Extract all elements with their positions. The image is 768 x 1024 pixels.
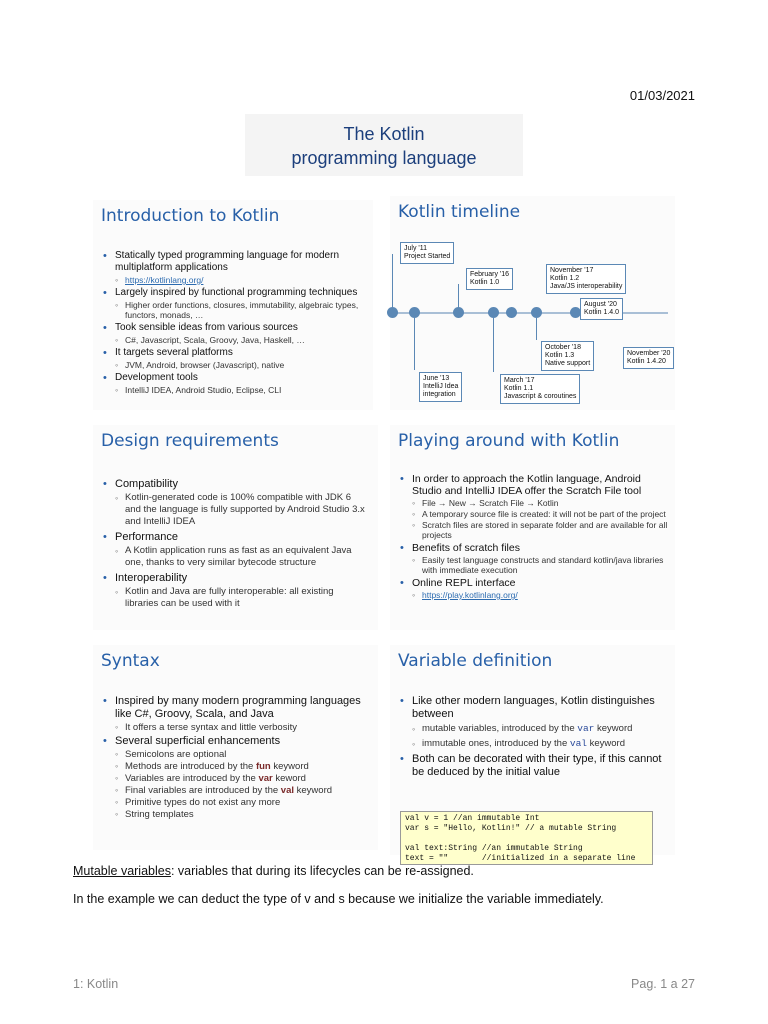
timeline-event: October '18 Kotlin 1.3 Native support [541,341,594,371]
sub-bullet: ◦ immutable ones, introduced by the val keyword [400,737,665,751]
slide-title: Syntax [101,651,160,671]
timeline-event: February '16 Kotlin 1.0 [466,268,513,290]
sub-bullet: ◦ C#, Javascript, Scala, Groovy, Java, Haskell, … [103,335,365,345]
sub-bullet: ◦ Primitive types do not exist any more [103,797,368,808]
timeline-connector [414,318,415,370]
timeline-dot [531,307,542,318]
timeline-dot [409,307,420,318]
bullet: • Compatibility [103,477,368,491]
term-mutable-variables: Mutable variables [73,864,171,878]
bullet: • Interoperability [103,571,368,585]
sub-bullet: ◦ IntelliJ IDEA, Android Studio, Eclipse, CLI [103,385,365,395]
title-line-2: programming language [291,148,477,168]
timeline-event: March '17 Kotlin 1.1 Javascript & coroutines [500,374,580,404]
play-kotlinlang-link[interactable]: https://play.kotlinlang.org/ [422,590,518,600]
sub-bullet: ◦ Variables are introduced by the var keword [103,773,368,784]
footer-page-number: Pag. 1 a 27 [631,977,695,991]
sub-bullet: ◦ Final variables are introduced by the val keyword [103,785,368,796]
sub-bullet: ◦ Kotlin-generated code is 100% compatible with JDK 6 and the language is fully supported by Android Studio 3.x and IntelliJ IDEA [103,492,368,528]
bullet: • Statically typed programming language for modern multiplatform applications [103,250,365,274]
slide-playing [390,425,675,630]
timeline-event: July '11 Project Started [400,242,454,264]
footer-chapter: 1: Kotlin [73,977,119,991]
timeline-connector [392,254,393,309]
timeline-event: November '17 Kotlin 1.2 Java/JS interoperability [546,264,626,294]
bullet: • Performance [103,530,368,544]
slide-title: Variable definition [398,651,553,671]
paragraph-deduction: In the example we can deduct the type of v and s because we initialize the variable immediately. [73,892,604,906]
sub-bullet: ◦ It offers a terse syntax and little verbosity [103,722,368,733]
sub-bullet [103,275,365,285]
sub-bullet: ◦ Semicolons are optional [103,749,368,760]
timeline-axis [390,312,668,314]
bullet: • Several superficial enhancements [103,735,368,748]
timeline-connector [536,318,537,340]
sub-bullet: ◦ mutable variables, introduced by the var keyword [400,722,665,736]
code-sample: val v = 1 //an immutable Int var s = "Hello, Kotlin!" // a mutable String val text:String //an immutable String text = "" //initialized in a separate line [400,811,653,865]
bullet: • Development tools [103,372,365,384]
timeline-event: August '20 Kotlin 1.4.0 [580,298,623,320]
sub-bullet: ◦ A Kotlin application runs as fast as an equivalent Java one, thanks to very similar bytecode structure [103,545,368,569]
title-slide [245,114,523,176]
paragraph-mutable: Mutable variables: variables that during its lifecycles can be re-assigned. [73,864,474,878]
slide-syntax [93,645,378,850]
bullet: • Inspired by many modern programming languages like C#, Groovy, Scala, and Java [103,695,368,721]
slide-title: Design requirements [101,431,279,451]
slide-title: Kotlin timeline [398,202,521,222]
timeline-dot [506,307,517,318]
bullet: • Like other modern languages, Kotlin distinguishes between [400,695,665,721]
bullet: • Benefits of scratch files [400,542,670,554]
header-date: 01/03/2021 [629,88,695,103]
timeline-connector [493,318,494,372]
sub-bullet: ◦ String templates [103,809,368,820]
sub-bullet: ◦ A temporary source file is created: it will not be part of the project [400,509,670,519]
sub-bullet: ◦ Kotlin and Java are fully interoperable: all existing libraries can be used with it [103,586,368,610]
timeline-dot [488,307,499,318]
slide-title: Introduction to Kotlin [101,206,280,226]
sub-bullet: ◦ File → New → Scratch File → Kotlin [400,498,670,508]
sub-bullet: ◦ Easily test language constructs and standard kotlin/java libraries with immediate execution [400,555,670,575]
bullet: • In order to approach the Kotlin language, Android Studio and IntelliJ IDEA offer the Scratch File tool [400,473,670,497]
sub-bullet: ◦ Higher order functions, closures, immutability, algebraic types, functors, monads, … [103,300,365,320]
title-line-1: The Kotlin [343,124,425,144]
sub-bullet: ◦ Scratch files are stored in separate folder and are available for all projects [400,520,670,540]
sub-bullet: ◦ Methods are introduced by the fun keyword [103,761,368,772]
sub-bullet: ◦ JVM, Android, browser (Javascript), native [103,360,365,370]
timeline-event: November '20 Kotlin 1.4.20 [623,347,674,369]
kotlinlang-link[interactable]: https://kotlinlang.org/ [125,275,204,285]
sub-bullet [400,590,670,600]
bullet: • Both can be decorated with their type, if this cannot be deduced by the initial value [400,753,665,779]
slide-variable-definition [390,645,675,863]
bullet: • Online REPL interface [400,577,670,589]
slide-title: Playing around with Kotlin [398,431,620,451]
bullet: • Took sensible ideas from various sources [103,322,365,334]
timeline-event: June '13 IntelliJ Idea integration [419,372,462,402]
timeline-connector [458,284,459,309]
slide-design [93,425,378,630]
slide-intro [93,200,373,410]
slide-timeline [390,196,675,410]
bullet: • Largely inspired by functional programming techniques [103,287,365,299]
bullet: • It targets several platforms [103,347,365,359]
